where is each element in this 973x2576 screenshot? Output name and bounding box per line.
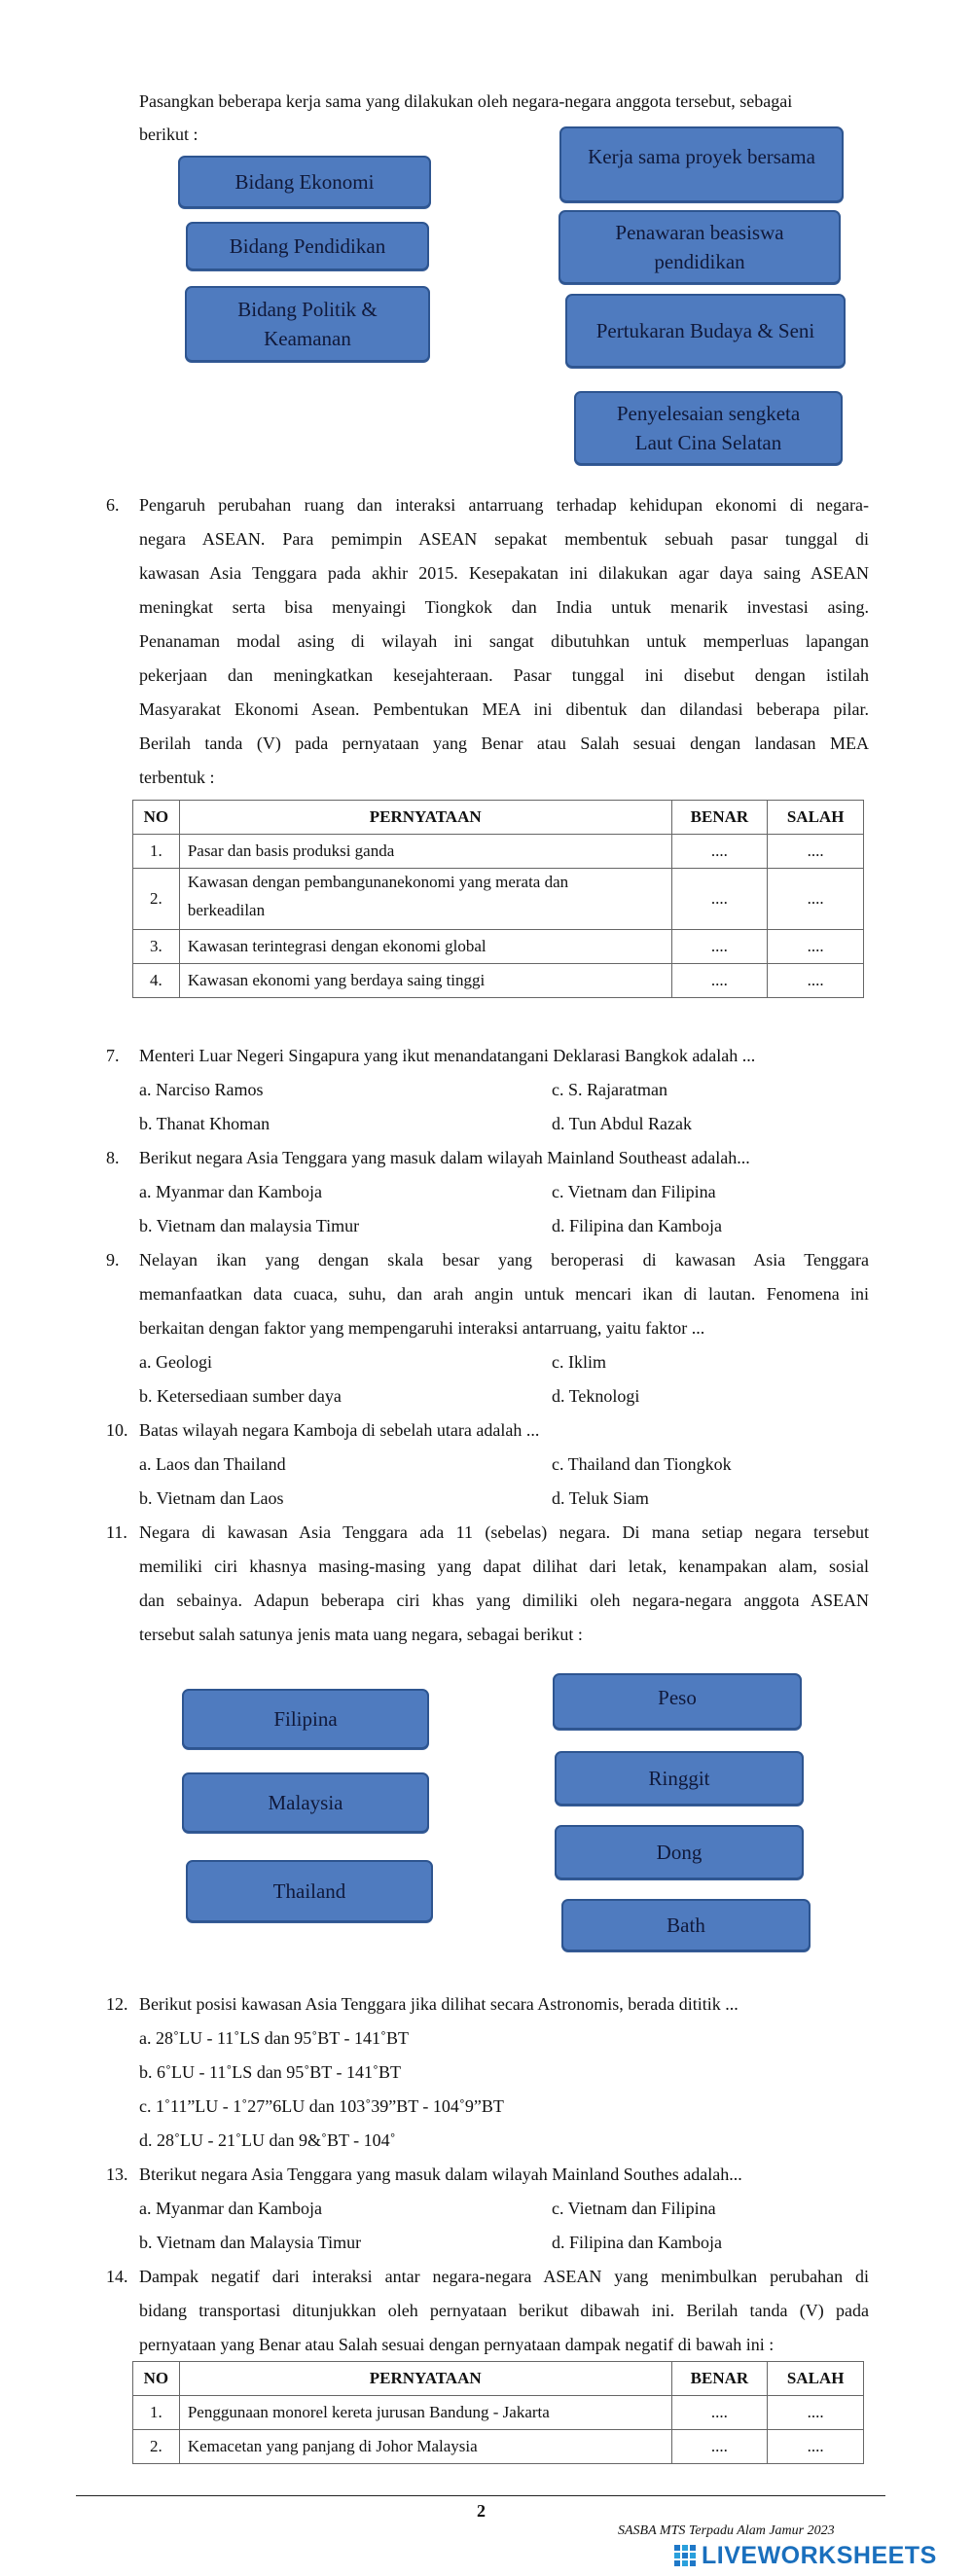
page-number: 2	[477, 2501, 486, 2521]
q14-table	[132, 2361, 864, 2464]
q8-option-a[interactable]: a. Myanmar dan Kamboja	[139, 1182, 322, 1201]
q13-option-d[interactable]: d. Filipina dan Kamboja	[552, 2233, 722, 2252]
table-row	[133, 2430, 864, 2464]
q14-text	[139, 2260, 869, 2362]
q14-row2-no: 2.	[133, 2430, 180, 2464]
q8-number: 8.	[106, 1148, 120, 1167]
table-row	[133, 2396, 864, 2430]
q6-line-7: Masyarakat Ekonomi Asean. Pembentukan MEA ini dibentuk dan dilandasi beberapa pilar.	[139, 699, 869, 719]
q9-option-a[interactable]: a. Geologi	[139, 1352, 212, 1372]
q8-option-b[interactable]: b. Vietnam dan malaysia Timur	[139, 1216, 360, 1235]
table-row	[133, 835, 864, 869]
q10-text: Batas wilayah negara Kamboja di sebelah utara adalah ...	[139, 1420, 540, 1440]
footer-rule	[76, 2495, 885, 2496]
q10-number: 10.	[106, 1420, 128, 1440]
q10-option-d[interactable]: d. Teluk Siam	[552, 1488, 649, 1508]
q14-th-pernyataan: PERNYATAAN	[179, 2362, 671, 2396]
match-right-sengketa[interactable]: Penyelesaian sengketa Laut Cina Selatan	[574, 391, 843, 465]
q6-row4-salah[interactable]: ....	[768, 964, 864, 998]
q6-row3-salah[interactable]: ....	[768, 930, 864, 964]
table-row	[133, 869, 864, 930]
q9-line-3: berkaitan dengan faktor yang mempengaruhi interaksi antarruang, yaitu faktor ...	[139, 1318, 705, 1338]
q6-row4-text: Kawasan ekonomi yang berdaya saing tinggi	[179, 964, 671, 998]
match-left-pendidikan[interactable]: Bidang Pendidikan	[186, 222, 429, 270]
q11-line-2: memiliki ciri khasnya masing-masing yang dapat dilihat dari letak, kenampakan alam, sosial	[139, 1556, 869, 1576]
q8-option-c[interactable]: c. Vietnam dan Filipina	[552, 1182, 716, 1201]
q14-line-1: Dampak negatif dari interaksi antar negara-negara ASEAN yang menimbulkan perubahan di	[139, 2267, 869, 2286]
q14-row1-text: Penggunaan monorel kereta jurusan Bandung - Jakarta	[179, 2396, 671, 2430]
match2-left-thailand[interactable]: Thailand	[186, 1860, 433, 1922]
q7-option-d[interactable]: d. Tun Abdul Razak	[552, 1114, 693, 1133]
q6-row2-cell	[179, 869, 671, 930]
q7-option-a[interactable]: a. Narciso Ramos	[139, 1080, 264, 1099]
q6-row3-benar[interactable]: ....	[671, 930, 768, 964]
q10-option-a[interactable]: a. Laos dan Thailand	[139, 1454, 286, 1474]
q8-text: Berikut negara Asia Tenggara yang masuk dalam wilayah Mainland Southeast adalah...	[139, 1148, 750, 1167]
q13-option-c[interactable]: c. Vietnam dan Filipina	[552, 2199, 716, 2218]
q6-line-8: Berilah tanda (V) pada pernyataan yang Benar atau Salah sesuai dengan landasan MEA	[139, 733, 869, 753]
q6-row4-benar[interactable]: ....	[671, 964, 768, 998]
q11-line-1: Negara di kawasan Asia Tenggara ada 11 (sebelas) negara. Di mana setiap negara tersebut	[139, 1522, 869, 1542]
q10-option-c[interactable]: c. Thailand dan Tiongkok	[552, 1454, 732, 1474]
q6-th-pernyataan: PERNYATAAN	[179, 801, 671, 835]
q6-line-5: Penanaman modal asing di wilayah ini sangat dibutuhkan untuk memperluas lapangan	[139, 631, 869, 651]
match-right-beasiswa[interactable]: Penawaran beasiswa pendidikan	[559, 210, 841, 284]
q6-line-6: pekerjaan dan meningkatkan kesejahteraan. Pasar tunggal ini disebut dengan istilah	[139, 665, 869, 685]
q14-line-2: bidang transportasi ditunjukkan oleh pernyataan berikut dibawah ini. Berilah tanda (V) pada	[139, 2301, 869, 2320]
q6-text	[139, 488, 869, 795]
q14-row1-salah[interactable]: ....	[768, 2396, 864, 2430]
q12-option-b[interactable]: b. 6˚LU - 11˚LS dan 95˚BT - 141˚BT	[139, 2062, 401, 2082]
q13-text: Bterikut negara Asia Tenggara yang masuk dalam wilayah Mainland Southes adalah...	[139, 2165, 742, 2184]
table-row	[133, 964, 864, 998]
q14-th-salah: SALAH	[768, 2362, 864, 2396]
match2-right-ringgit[interactable]: Ringgit	[555, 1751, 804, 1806]
match2-left-filipina[interactable]: Filipina	[182, 1689, 429, 1749]
q6-number: 6.	[106, 495, 120, 515]
q6-line-3: kawasan Asia Tenggara pada akhir 2015. Kesepakatan ini dilakukan agar daya saing ASEAN	[139, 563, 869, 583]
match-left-ekonomi[interactable]: Bidang Ekonomi	[178, 156, 431, 208]
match2-right-bath[interactable]: Bath	[561, 1899, 811, 1951]
q6-row2-salah[interactable]: ....	[768, 869, 864, 930]
q14-row2-salah[interactable]: ....	[768, 2430, 864, 2464]
q6-table	[132, 800, 864, 998]
q14-th-no: NO	[133, 2362, 180, 2396]
q12-option-a[interactable]: a. 28˚LU - 11˚LS dan 95˚BT - 141˚BT	[139, 2028, 409, 2048]
q11-line-3: dan sebainya. Adapun beberapa ciri khas yang dimiliki oleh negara-negara anggota ASEAN	[139, 1591, 869, 1610]
q6-line-2: negara ASEAN. Para pemimpin ASEAN sepakat membentuk sebuah pasar tunggal di	[139, 529, 869, 549]
q14-th-benar: BENAR	[671, 2362, 768, 2396]
q6-row2-text2: berkeadilan	[187, 901, 266, 919]
q9-number: 9.	[106, 1250, 120, 1270]
q6-th-no: NO	[133, 801, 180, 835]
q11-text	[139, 1516, 869, 1652]
q6-line-1: Pengaruh perubahan ruang dan interaksi antarruang terhadap kehidupan ekonomi di negara-	[139, 495, 869, 515]
q12-text: Berikut posisi kawasan Asia Tenggara jika dilihat secara Astronomis, berada dititik ...	[139, 1994, 739, 2014]
q14-row1-no: 1.	[133, 2396, 180, 2430]
q9-option-c[interactable]: c. Iklim	[552, 1352, 606, 1372]
q9-line-2: memanfaatkan data cuaca, suhu, dan arah angin untuk mencari ikan di lautan. Fenomena ini	[139, 1284, 869, 1304]
match2-left-malaysia[interactable]: Malaysia	[182, 1772, 429, 1833]
q6-row4-no: 4.	[133, 964, 180, 998]
q6-th-salah: SALAH	[768, 801, 864, 835]
q12-option-d[interactable]: d. 28˚LU - 21˚LU dan 9&˚BT - 104˚	[139, 2130, 396, 2150]
q8-option-d[interactable]: d. Filipina dan Kamboja	[552, 1216, 722, 1235]
q7-number: 7.	[106, 1046, 120, 1065]
q12-number: 12.	[106, 1994, 128, 2014]
q14-line-3: pernyataan yang Benar atau Salah sesuai dengan pernyataan dampak negatif di bawah ini :	[139, 2335, 775, 2354]
q7-text: Menteri Luar Negeri Singapura yang ikut menandatangani Deklarasi Bangkok adalah ...	[139, 1046, 756, 1065]
q6-row3-text: Kawasan terintegrasi dengan ekonomi global	[179, 930, 671, 964]
q13-option-a[interactable]: a. Myanmar dan Kamboja	[139, 2199, 322, 2218]
q9-line-1: Nelayan ikan yang dengan skala besar yang beroperasi di kawasan Asia Tenggara	[139, 1250, 869, 1270]
match-right-proyek[interactable]: Kerja sama proyek bersama	[559, 126, 844, 202]
q7-option-c[interactable]: c. S. Rajaratman	[552, 1080, 667, 1099]
match2-right-peso[interactable]: Peso	[553, 1673, 802, 1730]
q11-number: 11.	[106, 1522, 127, 1542]
q10-option-b[interactable]: b. Vietnam dan Laos	[139, 1488, 284, 1508]
q13-number: 13.	[106, 2165, 128, 2184]
q6-row2-benar[interactable]: ....	[671, 869, 768, 930]
q6-line-4: meningkat serta bisa menyaingi Tiongkok dan India untuk menarik investasi asing.	[139, 597, 869, 617]
q14-number: 14.	[106, 2267, 128, 2286]
q11-line-4: tersebut salah satunya jenis mata uang negara, sebagai berikut :	[139, 1625, 583, 1644]
liveworksheets-logo[interactable]	[674, 2541, 937, 2570]
intro-line-2: berikut :	[139, 125, 198, 144]
q9-text	[139, 1243, 869, 1345]
q6-line-9: terbentuk :	[139, 768, 215, 787]
q6-row3-no: 3.	[133, 930, 180, 964]
q9-option-d[interactable]: d. Teknologi	[552, 1386, 640, 1406]
q12-option-c[interactable]: c. 1˚11”LU - 1˚27”6LU dan 103˚39”BT - 104˚9”BT	[139, 2096, 504, 2116]
match-right-budaya[interactable]: Pertukaran Budaya & Seni	[565, 294, 846, 368]
intro-line-1: Pasangkan beberapa kerja sama yang dilakukan oleh negara-negara anggota tersebut, sebagai	[139, 91, 793, 111]
q14-row2-benar[interactable]: ....	[671, 2430, 768, 2464]
q14-row1-benar[interactable]: ....	[671, 2396, 768, 2430]
q6-row1-text: Pasar dan basis produksi ganda	[179, 835, 671, 869]
match2-right-dong[interactable]: Dong	[555, 1825, 804, 1879]
liveworksheets-brand: LIVEWORKSHEETS	[702, 2541, 937, 2569]
q7-option-b[interactable]: b. Thanat Khoman	[139, 1114, 270, 1133]
liveworksheets-grid-icon	[674, 2545, 696, 2566]
q6-row1-benar[interactable]: ....	[671, 835, 768, 869]
q13-option-b[interactable]: b. Vietnam dan Malaysia Timur	[139, 2233, 362, 2252]
q9-option-b[interactable]: b. Ketersediaan sumber daya	[139, 1386, 342, 1406]
q6-row2-no: 2.	[133, 869, 180, 930]
match-left-politik[interactable]: Bidang Politik & Keamanan	[185, 286, 430, 362]
q6-row1-salah[interactable]: ....	[768, 835, 864, 869]
q14-row2-text: Kemacetan yang panjang di Johor Malaysia	[179, 2430, 671, 2464]
q6-row2-text: Kawasan dengan pembangunanekonomi yang merata dan	[187, 873, 569, 891]
q6-row1-no: 1.	[133, 835, 180, 869]
school-footer: SASBA MTS Terpadu Alam Jamur 2023	[618, 2523, 835, 2538]
table-row	[133, 930, 864, 964]
q6-th-benar: BENAR	[671, 801, 768, 835]
